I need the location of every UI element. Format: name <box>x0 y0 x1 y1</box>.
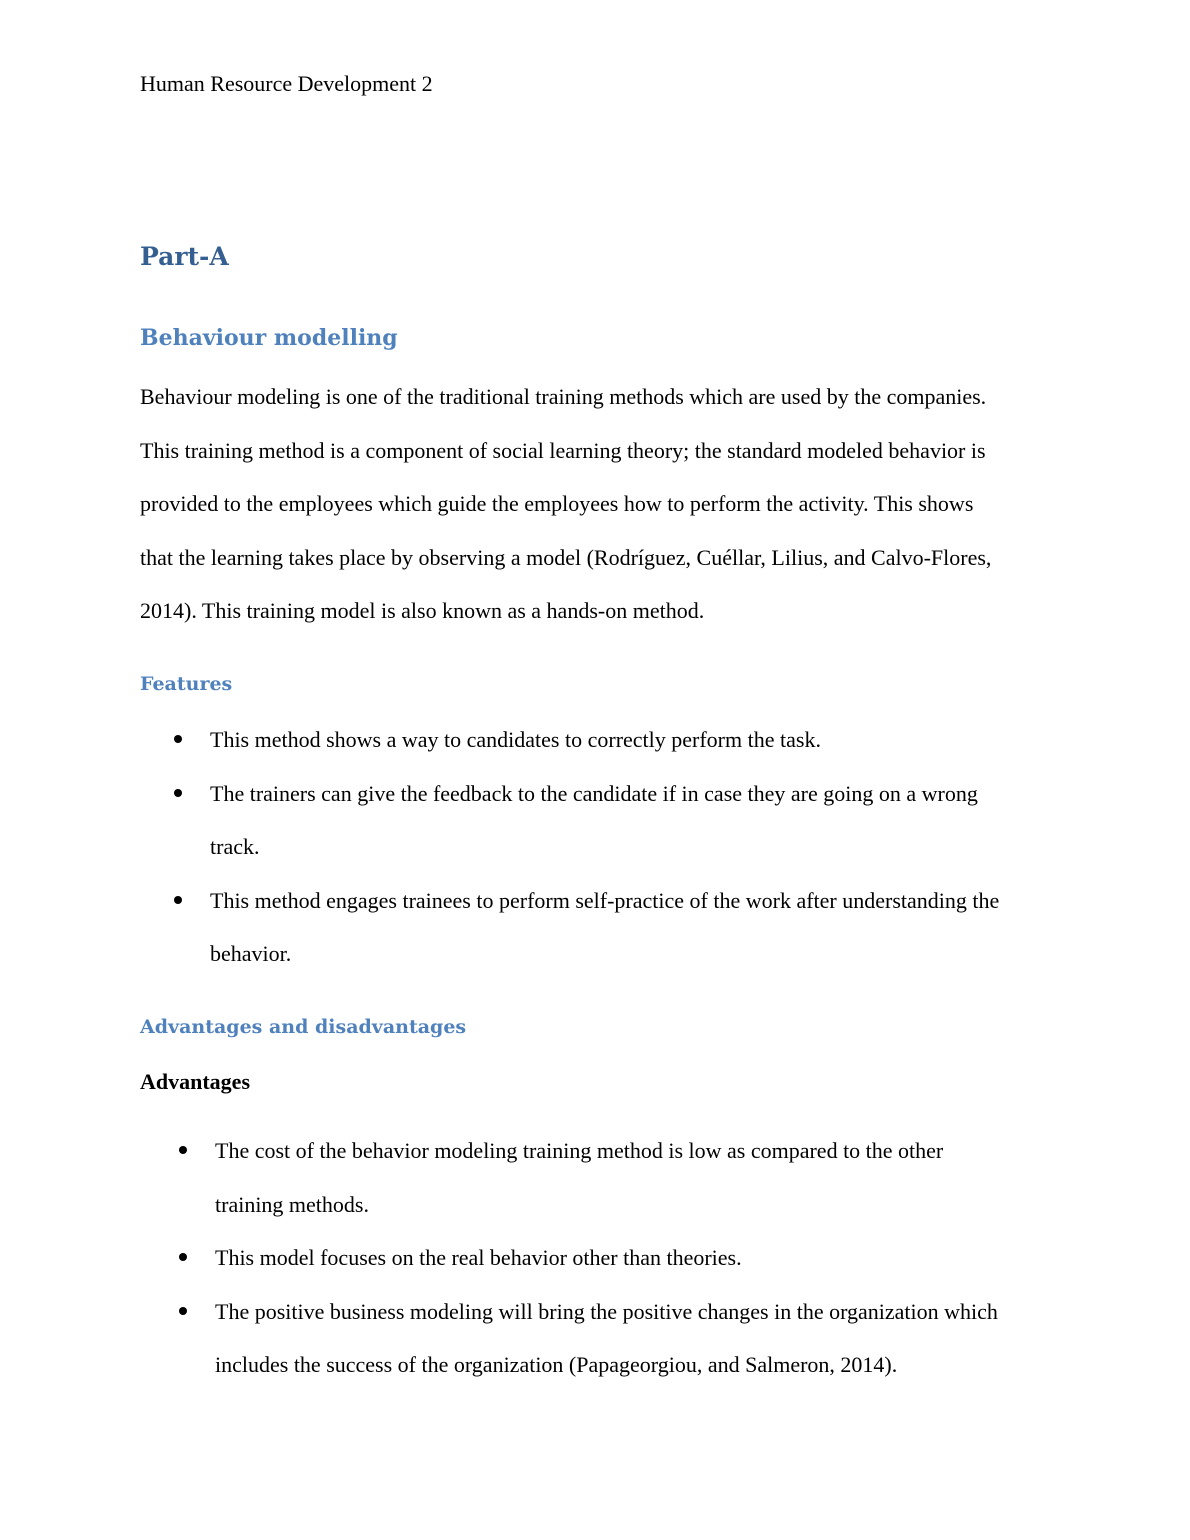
list-item <box>210 874 999 981</box>
list-item-line: includes the success of the organization (Papageorgiou, and Salmeron, 2014). <box>215 1352 898 1378</box>
bullet-icon <box>179 1146 187 1154</box>
list-item-line: This model focuses on the real behavior other than theories. <box>215 1245 742 1271</box>
list-item <box>210 767 999 874</box>
list-item-line: This method engages trainees to perform self-practice of the work after understanding the <box>210 887 1000 913</box>
section-heading-behaviour-modelling: Behaviour modelling <box>140 325 398 351</box>
bullet-icon <box>174 896 182 904</box>
list-item-line: behavior. <box>210 941 292 967</box>
list-item <box>215 1124 998 1231</box>
features-list <box>210 713 999 981</box>
bullet-icon <box>179 1307 187 1315</box>
list-item-line: The positive business modeling will bring the positive changes in the organization which <box>215 1298 998 1324</box>
list-item-line: This method shows a way to candidates to correctly perform the task. <box>210 727 821 752</box>
advantages-list <box>215 1124 998 1392</box>
paragraph-line: provided to the employees which guide the employees how to perform the activity. This shows <box>140 491 974 517</box>
features-heading: Features <box>140 673 233 695</box>
bullet-icon <box>174 789 182 797</box>
part-title: Part-A <box>140 242 229 271</box>
list-item-line: The cost of the behavior modeling training method is low as compared to the other <box>215 1138 944 1163</box>
paragraph-line: 2014). This training model is also known as a hands-on method. <box>140 598 705 624</box>
bullet-icon <box>174 735 182 743</box>
list-item <box>215 1285 998 1392</box>
list-item <box>210 713 999 767</box>
bullet-icon <box>179 1253 187 1261</box>
paragraph-line: that the learning takes place by observing a model (Rodríguez, Cuéllar, Lilius, and Calvo-Flores, <box>140 544 992 570</box>
list-item-line: training methods. <box>215 1191 369 1217</box>
list-item-line: track. <box>210 834 260 860</box>
paragraph-line: Behaviour modeling is one of the traditional training methods which are used by the companies. <box>140 384 987 409</box>
intro-paragraph <box>140 370 1060 638</box>
paragraph-line: This training method is a component of social learning theory; the standard modeled behavior is <box>140 437 986 463</box>
list-item-line: The trainers can give the feedback to the candidate if in case they are going on a wrong <box>210 780 978 806</box>
advantages-disadvantages-heading: Advantages and disadvantages <box>140 1016 467 1038</box>
advantages-label: Advantages <box>140 1069 251 1094</box>
list-item <box>215 1231 998 1285</box>
running-header: Human Resource Development 2 <box>140 71 433 96</box>
